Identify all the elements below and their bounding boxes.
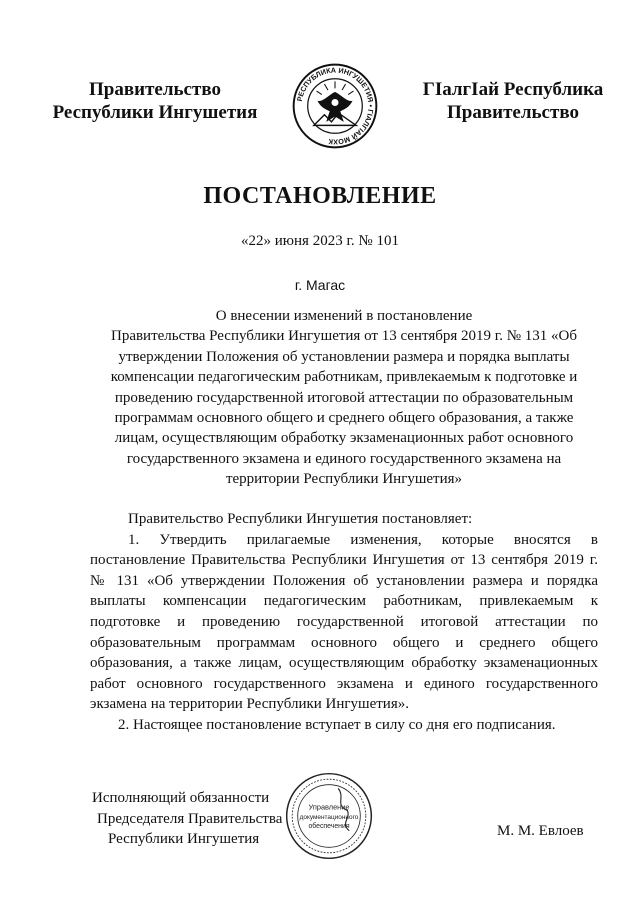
body-item1-line: № 131 «Об утверждении Положения об установлении размера и порядка xyxy=(90,572,598,589)
body-item1-line: образовательным программам основного общего и среднего общего xyxy=(90,634,598,651)
subject-line: государственного экзамена и единого государственного экзамена на xyxy=(126,450,562,467)
subject-line: Правительства Республики Ингушетия от 13 сентября 2019 г. № 131 «Об xyxy=(110,328,577,345)
body-item1-line: постановление Правительства Республики Ингушетия от 13 сентября 2019 г. xyxy=(90,552,598,569)
body-intro: Правительство Республики Ингушетия постановляет: xyxy=(128,511,473,527)
subject-line: компенсации педагогическим работникам, привлекаемым к подготовке и xyxy=(110,369,578,386)
header-left-line: Правительство xyxy=(89,79,221,100)
document-title: ПОСТАНОВЛЕНИЕ xyxy=(203,183,437,209)
stamp-line: документационного xyxy=(299,813,359,821)
header-left-line: Республики Ингушетия xyxy=(52,102,258,123)
document-date: «22» июня 2023 г. № 101 xyxy=(241,233,399,249)
signatory-name: М. М. Евлоев xyxy=(497,823,584,839)
document-subject xyxy=(90,306,598,490)
body-item1-line: образования, а также лицам, осуществляющим обработку экзаменационных xyxy=(90,655,598,672)
subject-line: утверждении Положения об установлении размера и порядка выплаты xyxy=(118,348,570,365)
document-body xyxy=(90,509,598,736)
header-right-line: Правительство xyxy=(447,102,579,123)
body-item1-line: подготовке и проведению государственной итоговой аттестации по xyxy=(90,613,598,630)
signature-position-line: Председателя Правительства xyxy=(97,810,283,827)
header-right-line: ГIалгIай Республика xyxy=(422,79,604,100)
subject-line: программам основного общего и среднего общего образования, а также xyxy=(114,410,574,427)
body-item1-line: выплаты компенсации педагогическим работникам, привлекаемым к xyxy=(90,593,598,610)
body-item2: 2. Настоящее постановление вступает в силу со дня его подписания. xyxy=(118,716,556,733)
subject-line: лицам, осуществляющим обработку экзаменационных работ основного xyxy=(114,430,574,447)
body-item1-line: работ основного государственного экзамена и единого государственного xyxy=(90,675,598,692)
official-stamp xyxy=(283,770,375,862)
document-city: г. Магас xyxy=(294,277,346,293)
header-left xyxy=(42,78,268,124)
republic-emblem xyxy=(291,62,379,150)
subject-line: территории Республики Ингушетия» xyxy=(225,471,463,488)
signature-position xyxy=(92,788,292,850)
body-item1-line: экзамена на территории Республики Ингушетия». xyxy=(90,696,409,713)
header-right xyxy=(408,78,618,124)
subject-line: О внесении изменений в постановление xyxy=(215,308,473,324)
body-item1-line: 1. Утвердить прилагаемые изменения, которые вносятся в xyxy=(128,531,598,548)
subject-line: проведению государственной итоговой аттестации по образовательным xyxy=(114,389,574,406)
emblem-ring-text: РЕСПУБЛИКА ИНГУШЕТИЯ • ГIАЛГIАЙ МОХК xyxy=(294,65,376,147)
stamp-line: обеспечения xyxy=(308,822,350,830)
stamp-line: Управление xyxy=(308,802,350,812)
signature-position-line: Республики Ингушетия xyxy=(108,831,260,847)
signature-position-line: Исполняющий обязанности xyxy=(92,790,270,806)
